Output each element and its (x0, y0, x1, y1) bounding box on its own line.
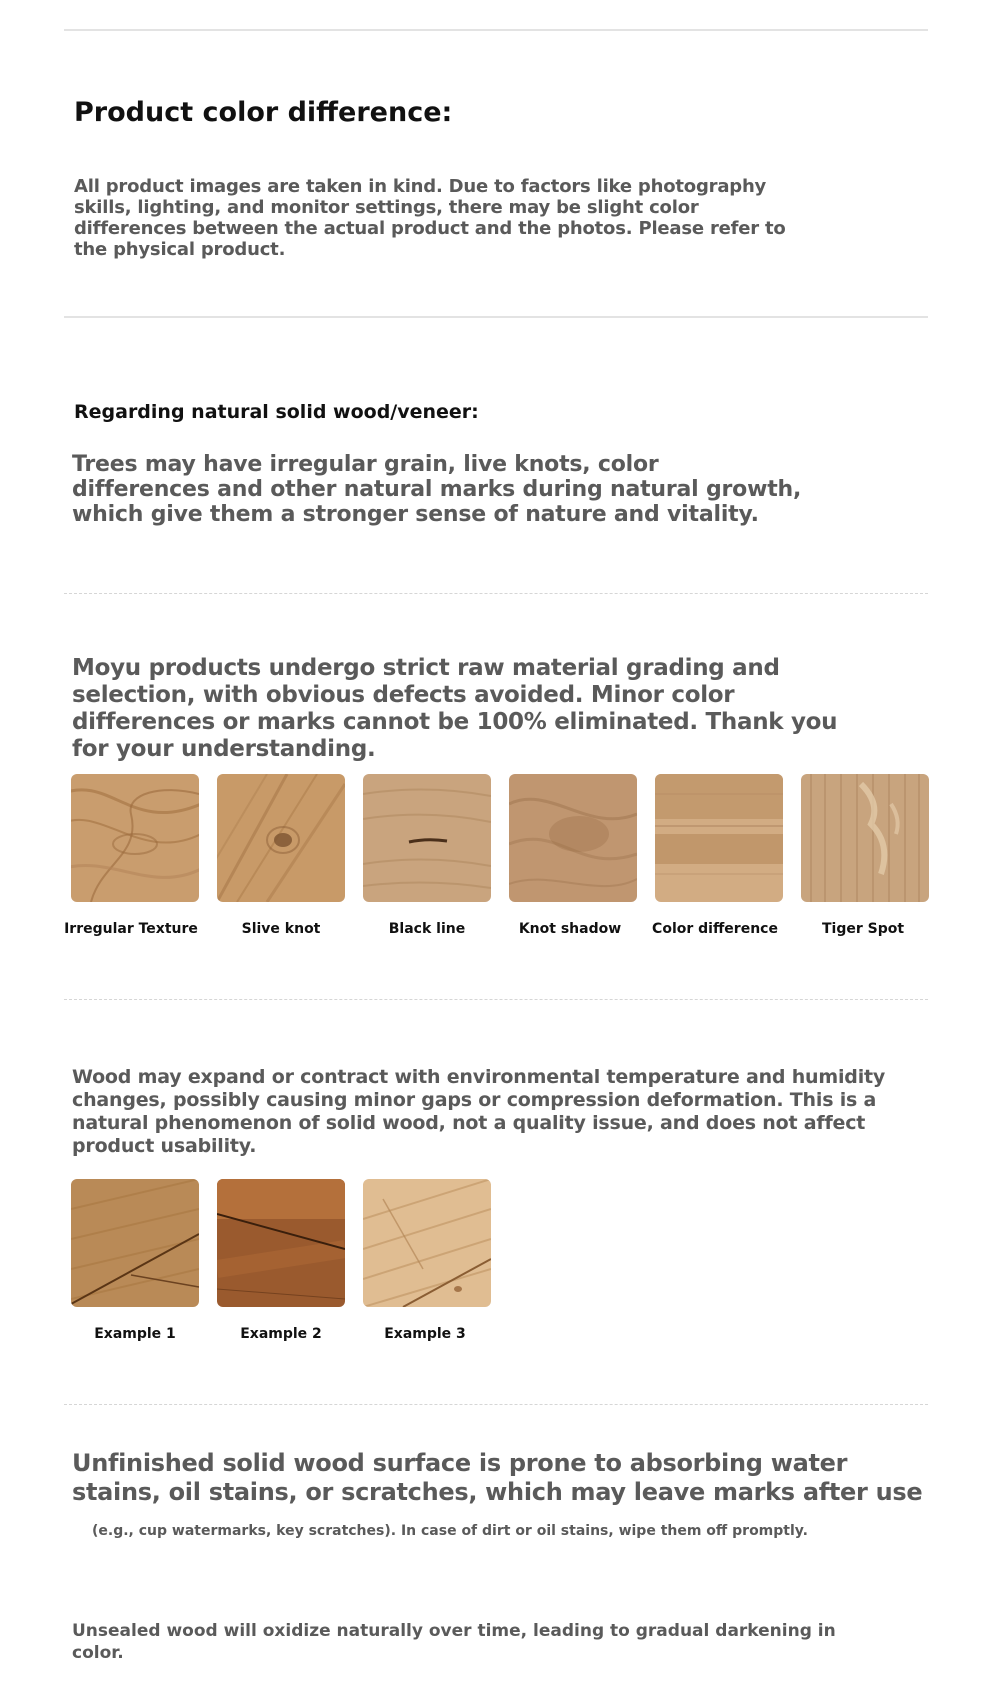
section-divider-3 (64, 999, 928, 1000)
color-difference-text: All product images are taken in kind. Due to factors like photography skills, lighting, and monitor settings, there may be slight color differences between the actual product and the photos. Please refer to the physical product. (74, 176, 786, 260)
wood-sample-slive-knot (217, 774, 345, 902)
sample-label-black-line: Black line (388, 921, 466, 937)
wood-sample-irregular-texture (71, 774, 199, 902)
example-label-3: Example 3 (384, 1326, 466, 1342)
gap-example-1-image (71, 1179, 199, 1307)
sample-label-tiger-spot: Tiger Spot (821, 921, 905, 937)
sample-label-slive-knot: Slive knot (241, 921, 321, 937)
section-divider-2 (64, 593, 928, 594)
section-divider-1 (64, 316, 928, 318)
gap-example-2-image (217, 1179, 345, 1307)
section-title-color-difference: Product color difference: (74, 97, 453, 128)
top-divider (64, 29, 928, 31)
wood-sample-black-line (363, 774, 491, 902)
sample-label-irregular-texture: Irregular Texture (64, 921, 198, 937)
natural-wood-text: Trees may have irregular grain, live knots, color differences and other natural marks during natural growth, which give them a stronger sense of nature and vitality. (72, 452, 802, 527)
sample-label-knot-shadow: Knot shadow (518, 921, 622, 937)
unfinished-surface-heading: Unfinished solid wood surface is prone to absorbing water stains, oil stains, or scratches, which may leave marks after use (72, 1449, 923, 1506)
section-divider-4 (64, 1404, 928, 1405)
oxidation-text: Unsealed wood will oxidize naturally over time, leading to gradual darkening in color. (72, 1621, 836, 1663)
sample-label-color-difference: Color difference (652, 921, 778, 937)
example-label-2: Example 2 (240, 1326, 322, 1342)
wood-sample-color-difference (655, 774, 783, 902)
wood-sample-tiger-spot (801, 774, 929, 902)
grading-text: Moyu products undergo strict raw material grading and selection, with obvious defects avoided. Minor color differences or marks cannot be 100% eliminated. Thank you for your understanding. (72, 655, 838, 762)
example-label-1: Example 1 (94, 1326, 176, 1342)
expansion-text: Wood may expand or contract with environmental temperature and humidity changes, possibly causing minor gaps or compression deformation. This is a natural phenomenon of solid wood, not a quality issue, and does not affect product usability. (72, 1066, 886, 1157)
section-title-natural-wood: Regarding natural solid wood/veneer: (74, 401, 479, 423)
gap-example-3-image (363, 1179, 491, 1307)
stain-note-text: (e.g., cup watermarks, key scratches). In case of dirt or oil stains, wipe them off promptly. (92, 1523, 808, 1539)
wood-sample-knot-shadow (509, 774, 637, 902)
